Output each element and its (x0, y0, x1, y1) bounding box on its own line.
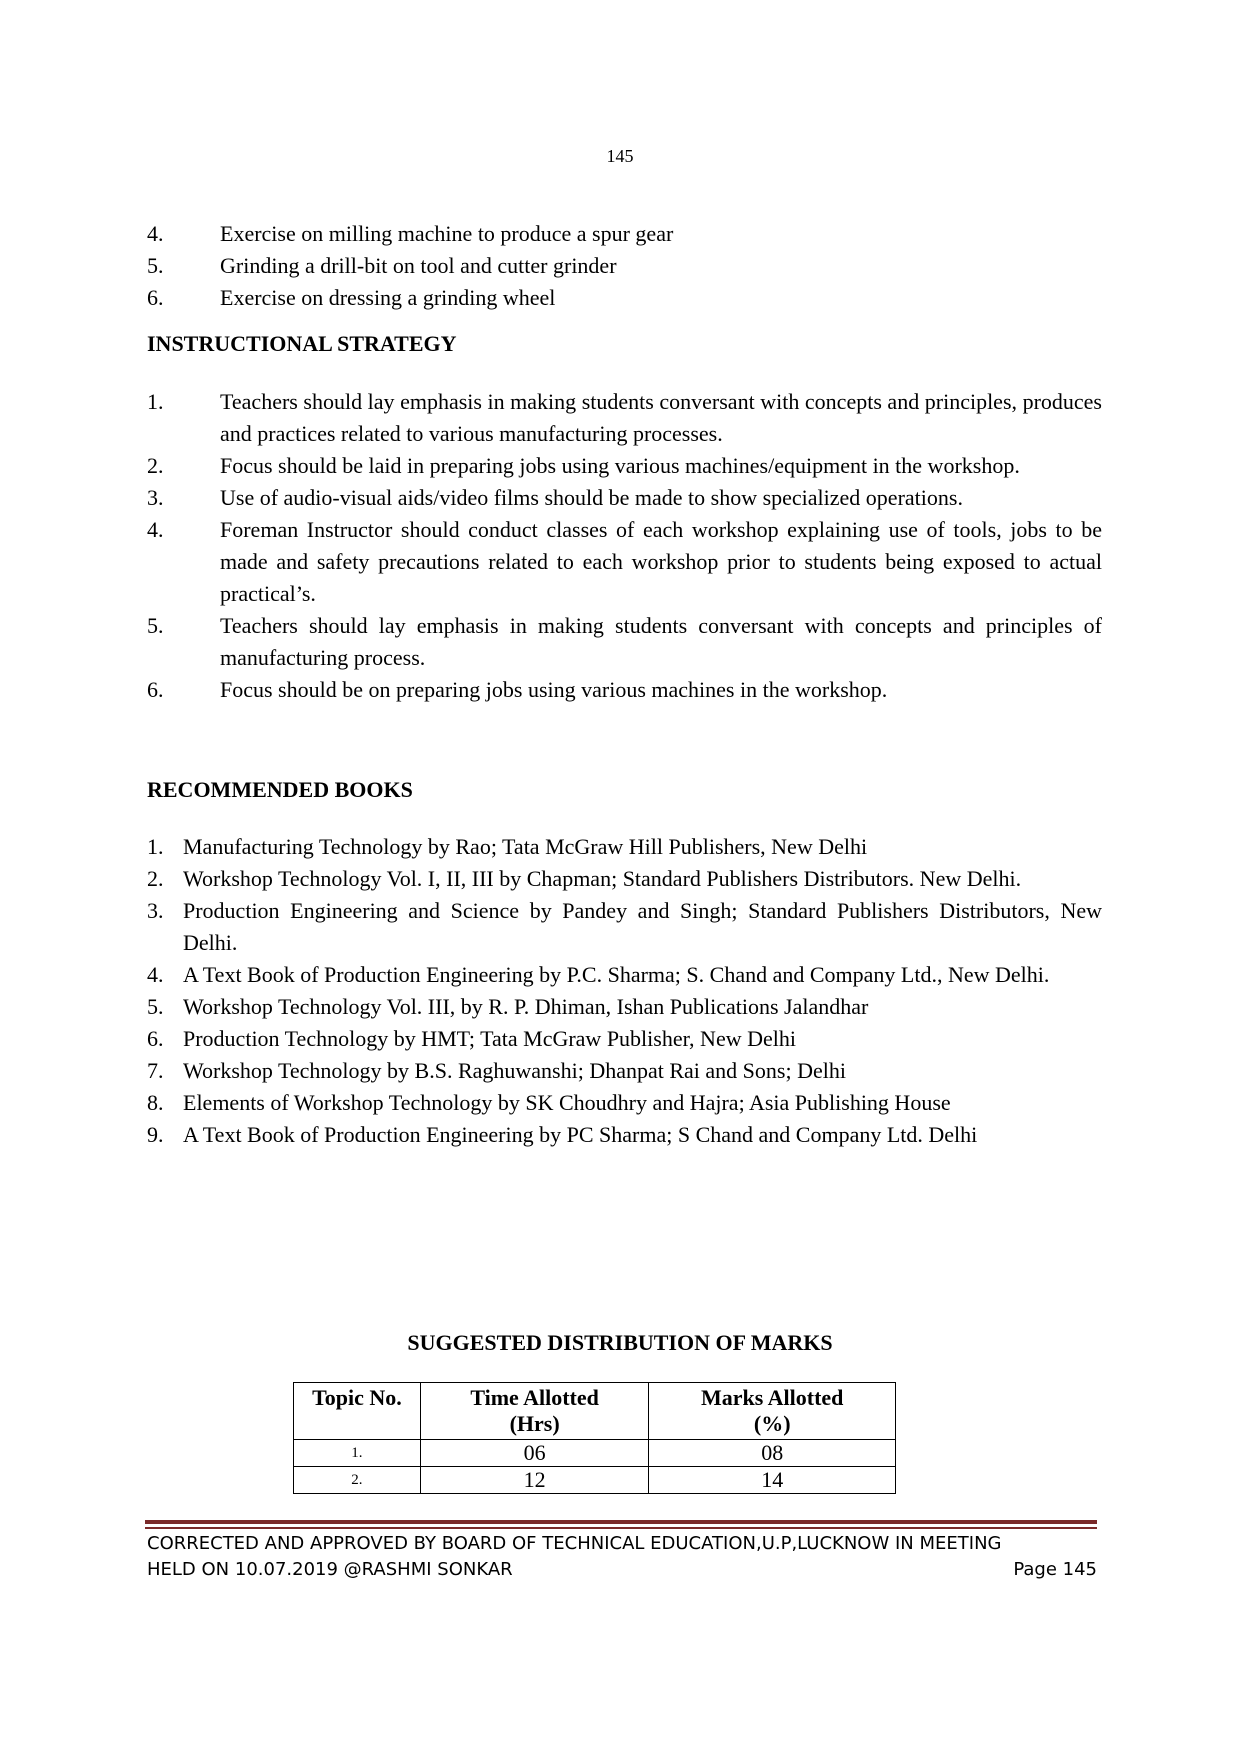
time-cell: 12 (420, 1467, 649, 1494)
item-number: 3. (147, 485, 164, 510)
marks-table-title: SUGGESTED DISTRIBUTION OF MARKS (407, 1330, 833, 1355)
list-item (147, 450, 1102, 482)
item-number: 4. (147, 962, 164, 987)
table-row (294, 1467, 896, 1494)
item-number: 4. (147, 221, 164, 246)
list-item (147, 1119, 1102, 1151)
practical-exercise-list (147, 218, 1102, 314)
marks-cell: 08 (649, 1440, 896, 1467)
item-number: 1. (147, 389, 164, 414)
recommended-books-list (147, 831, 1102, 1151)
marks-distribution-table (293, 1382, 896, 1494)
item-number: 5. (147, 994, 164, 1019)
item-text: Focus should be laid in preparing jobs using various machines/equipment in the workshop. (220, 453, 1020, 478)
footer-divider-thick (145, 1520, 1097, 1524)
footer-line-2: HELD ON 10.07.2019 @RASHMI SONKAR (147, 1559, 513, 1580)
page-footer (147, 1531, 1097, 1583)
item-number: 6. (147, 285, 164, 310)
item-number: 6. (147, 1026, 164, 1051)
marks-header: Marks Allotted (%) (649, 1383, 896, 1440)
topic-cell: 2. (294, 1467, 421, 1494)
item-text: Teachers should lay emphasis in making students conversant with concepts and principles of manufacturing process. (220, 613, 1102, 670)
item-number: 6. (147, 677, 164, 702)
item-text: Exercise on milling machine to produce a spur gear (220, 221, 674, 246)
item-number: 5. (147, 613, 164, 638)
item-text: A Text Book of Production Engineering by PC Sharma; S Chand and Company Ltd. Delhi (183, 1122, 978, 1147)
footer-divider-thin (145, 1527, 1097, 1529)
item-text: Manufacturing Technology by Rao; Tata McGraw Hill Publishers, New Delhi (183, 834, 868, 859)
list-item (147, 674, 1102, 706)
item-number: 2. (147, 866, 164, 891)
list-item (147, 514, 1102, 610)
list-item (147, 282, 1102, 314)
list-item (147, 959, 1102, 991)
item-text: Production Technology by HMT; Tata McGraw Publisher, New Delhi (183, 1026, 796, 1051)
item-text: Elements of Workshop Technology by SK Choudhry and Hajra; Asia Publishing House (183, 1090, 951, 1115)
footer-line-1: CORRECTED AND APPROVED BY BOARD OF TECHNICAL EDUCATION,U.P,LUCKNOW IN MEETING (147, 1533, 1002, 1554)
item-text: Focus should be on preparing jobs using various machines in the workshop. (220, 677, 888, 702)
item-number: 8. (147, 1090, 164, 1115)
item-text: Teachers should lay emphasis in making students conversant with concepts and principles, produces and practices related to various manufacturing processes. (220, 389, 1102, 446)
list-item (147, 218, 1102, 250)
item-text: Workshop Technology Vol. I, II, III by Chapman; Standard Publishers Distributors. New Delhi. (183, 866, 1022, 891)
time-cell: 06 (420, 1440, 649, 1467)
list-item (147, 991, 1102, 1023)
item-text: Workshop Technology by B.S. Raghuwanshi; Dhanpat Rai and Sons; Delhi (183, 1058, 846, 1083)
list-item (147, 482, 1102, 514)
page-number: 145 (606, 146, 634, 166)
item-number: 3. (147, 898, 164, 923)
footer-page-label: Page 145 (1013, 1559, 1097, 1580)
item-text: Grinding a drill-bit on tool and cutter grinder (220, 253, 617, 278)
list-item (147, 863, 1102, 895)
recommended-books-heading: RECOMMENDED BOOKS (147, 777, 413, 802)
item-text: Foreman Instructor should conduct classes of each workshop explaining use of tools, jobs to be made and safety precautions related to each workshop prior to students being exposed to actual practical’s. (220, 517, 1102, 606)
list-item (147, 895, 1102, 959)
list-item (147, 1023, 1102, 1055)
topic-header: Topic No. (294, 1383, 421, 1440)
item-number: 9. (147, 1122, 164, 1147)
list-item (147, 1055, 1102, 1087)
time-header: Time Allotted (Hrs) (420, 1383, 649, 1440)
item-text: Workshop Technology Vol. III, by R. P. Dhiman, Ishan Publications Jalandhar (183, 994, 869, 1019)
instructional-strategy-heading: INSTRUCTIONAL STRATEGY (147, 331, 457, 356)
item-number: 7. (147, 1058, 164, 1083)
item-text: Use of audio-visual aids/video films should be made to show specialized operations. (220, 485, 963, 510)
item-number: 1. (147, 834, 164, 859)
item-number: 5. (147, 253, 164, 278)
item-number: 2. (147, 453, 164, 478)
item-text: A Text Book of Production Engineering by P.C. Sharma; S. Chand and Company Ltd., New Delhi. (183, 962, 1050, 987)
table-row (294, 1440, 896, 1467)
list-item (147, 250, 1102, 282)
topic-cell: 1. (294, 1440, 421, 1467)
item-number: 4. (147, 517, 164, 542)
instructional-strategy-list (147, 386, 1102, 706)
list-item (147, 1087, 1102, 1119)
list-item (147, 610, 1102, 674)
table-header-row (294, 1383, 896, 1440)
item-text: Production Engineering and Science by Pandey and Singh; Standard Publishers Distributors, New Delhi. (183, 898, 1102, 955)
list-item (147, 831, 1102, 863)
item-text: Exercise on dressing a grinding wheel (220, 285, 556, 310)
list-item (147, 386, 1102, 450)
marks-cell: 14 (649, 1467, 896, 1494)
